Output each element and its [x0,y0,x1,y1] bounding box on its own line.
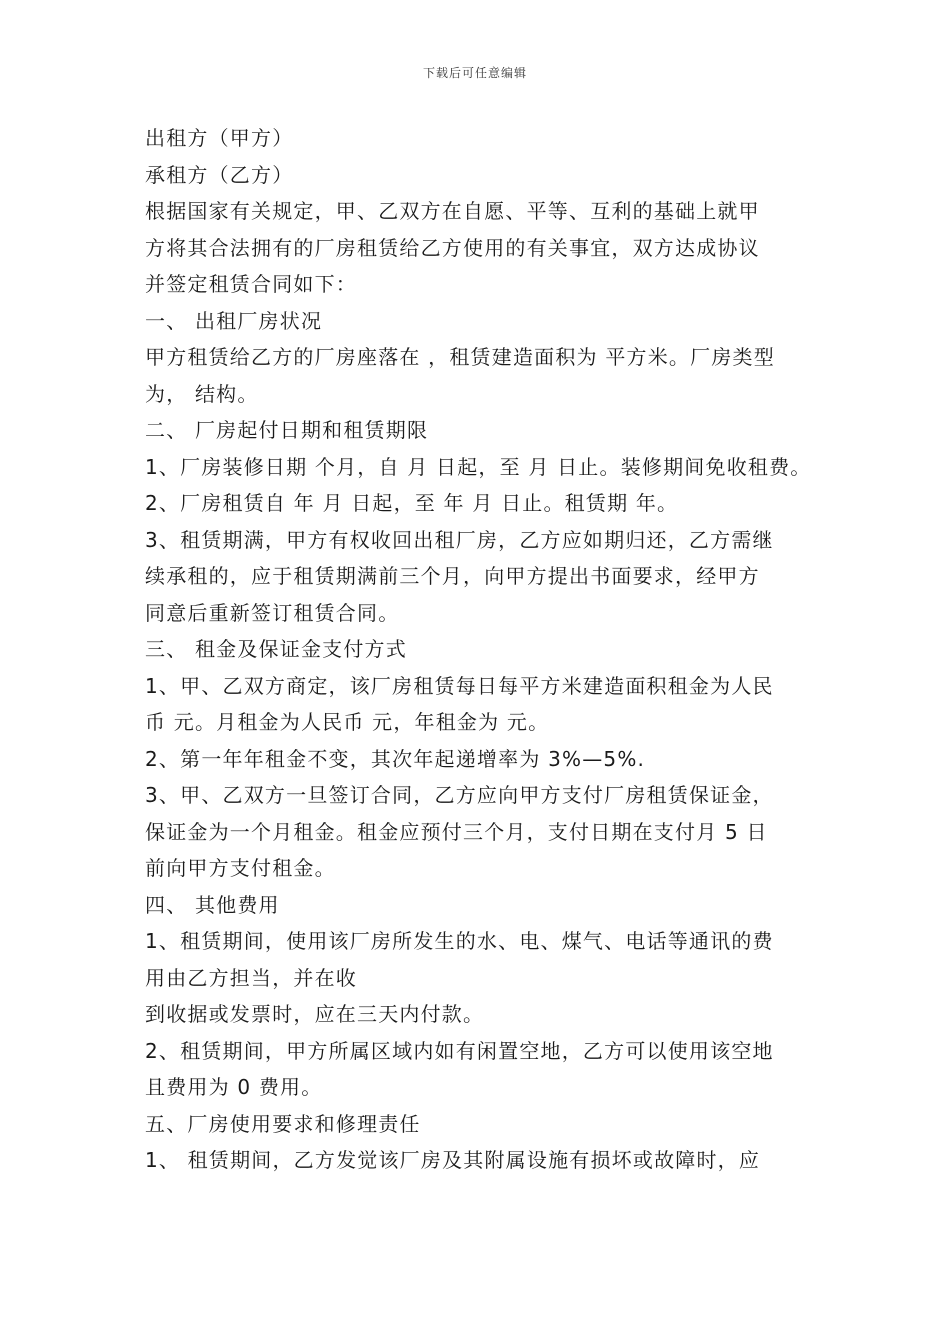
party-a-line: 出租方（甲方） [145,126,294,150]
clause-line: 1、甲、乙双方商定，该厂房租赁每日每平方米建造面积租金为人民 [145,673,774,698]
section-heading: 五、厂房使用要求和修理责任 [145,1111,421,1136]
clause-line: 1、 租赁期间，乙方发觉该厂房及其附属设施有损坏或故障时，应 [145,1148,761,1172]
clause-line: 1、租赁期间，使用该厂房所发生的水、电、煤气、电话等通讯的费 [145,929,774,953]
clause-line: 3、租赁期满，甲方有权收回出租厂房，乙方应如期归还，乙方需继 [145,527,774,552]
paragraph-line: 为， 结构。 [145,381,259,406]
clause-line: 到收据或发票时，应在三天内付款。 [145,1002,485,1026]
clause-line: 币 元。月租金为人民币 元，年租金为 元。 [145,710,550,734]
clause-line: 前向甲方支付租金。 [145,856,336,880]
clause-line: 同意后重新签订租赁合同。 [145,600,400,625]
clause-line: 且费用为 0 费用。 [145,1075,323,1099]
paragraph-line: 甲方租赁给乙方的厂房座落在 ，租赁建造面积为 平方米。厂房类型 [145,345,775,369]
clause-line: 保证金为一个月租金。租金应预付三个月，支付日期在支付月 5 日 [145,819,768,844]
document-body [145,120,825,1179]
preamble-line: 方将其合法拥有的厂房租赁给乙方使用的有关事宜，双方达成协议 [145,235,760,260]
clause-line: 3、甲、乙双方一旦签订合同，乙方应向甲方支付厂房租赁保证金， [145,783,774,807]
clause-line: 用由乙方担当，并在收 [145,965,357,990]
preamble-line: 根据国家有关规定，甲、乙双方在自愿、平等、互利的基础上就甲 [145,199,760,223]
section-heading: 一、 出租厂房状况 [145,308,323,333]
header-note: 下载后可任意编辑 [422,66,527,80]
preamble-line: 并签定租赁合同如下： [145,272,357,296]
section-heading: 四、 其他费用 [145,892,280,917]
section-heading: 三、 租金及保证金支付方式 [145,637,407,661]
party-b-line: 承租方（乙方） [145,162,294,187]
clause-line: 续承租的，应于租赁期满前三个月，向甲方提出书面要求，经甲方 [145,564,760,588]
clause-line: 2、第一年年租金不变，其次年起递增率为 3%—5%. [145,746,646,771]
clause-line: 2、租赁期间，甲方所属区域内如有闲置空地，乙方可以使用该空地 [145,1038,774,1063]
clause-line: 2、厂房租赁自 年 月 日起，至 年 月 日止。租赁期 年。 [145,491,679,515]
clause-line: 1、厂房装修日期 个月，自 月 日起，至 月 日止。装修期间免收租费。 [145,454,812,479]
section-heading: 二、 厂房起付日期和租赁期限 [145,418,429,442]
